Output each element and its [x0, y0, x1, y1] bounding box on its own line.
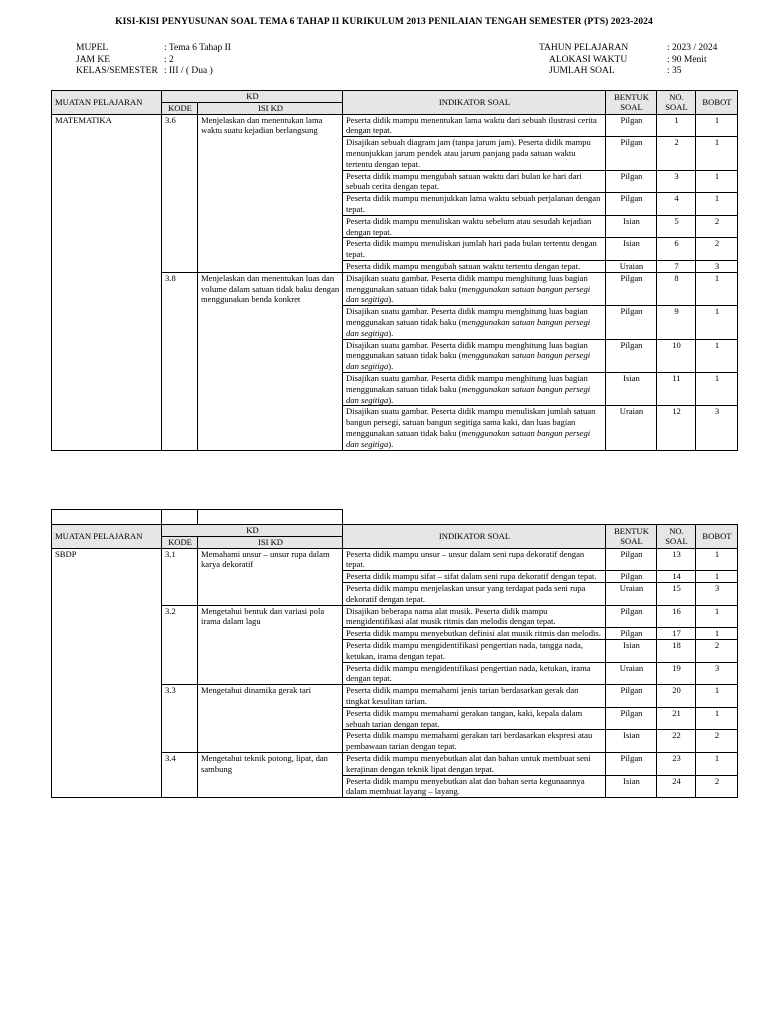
- form-cell: Pilgan: [606, 114, 657, 137]
- form-cell: Pilgan: [606, 306, 657, 339]
- number-cell: 21: [657, 707, 696, 730]
- table-row: [52, 114, 738, 137]
- indicator-text: Peserta didik mampu mengubah satuan waktu dari bulan ke hari dari sebuah cerita dengan tepat.: [346, 170, 582, 192]
- meta-left: [76, 43, 231, 78]
- form-cell: Pilgan: [606, 193, 657, 216]
- number-cell: 6: [657, 238, 696, 261]
- weight-cell: 1: [696, 306, 738, 339]
- indicator-end: ).: [388, 438, 394, 449]
- weight-cell: 1: [696, 548, 738, 571]
- indicator-cell: [343, 260, 606, 272]
- form-cell: Pilgan: [606, 272, 657, 305]
- indicator-text: Peserta didik mampu unsur – unsur dalam seni rupa dekoratif dengan tepat.: [346, 548, 585, 570]
- indicator-italic: menggunakan satuan bangun persegi dan segitiga: [346, 383, 591, 405]
- subject-cell: MATEMATIKA: [52, 114, 162, 450]
- weight-cell: 1: [696, 137, 738, 170]
- meta-value: : III / ( Dua ): [164, 66, 213, 76]
- form-cell: Uraian: [606, 406, 657, 450]
- indicator-cell: [343, 114, 606, 137]
- indicator-text: Disajikan suatu gambar. Peserta didik mampu menghitung luas bagian menggunakan satuan tidak baku (: [346, 272, 588, 294]
- indicator-cell: [343, 272, 606, 305]
- header-kode: KODE: [162, 102, 198, 114]
- kisi-table-sbdp: [51, 524, 738, 798]
- indicator-text: Peserta didik mampu menuliskan waktu sebelum atau sesudah kejadian dengan tepat.: [346, 215, 592, 237]
- number-cell: 22: [657, 730, 696, 753]
- header-no: NO. SOAL: [657, 91, 696, 115]
- form-cell: Isian: [606, 639, 657, 662]
- number-cell: 16: [657, 605, 696, 628]
- form-cell: Pilgan: [606, 707, 657, 730]
- weight-cell: 1: [696, 605, 738, 628]
- indicator-italic: menggunakan satuan bangun persegi dan segitiga: [346, 427, 591, 449]
- meta-label: KELAS/SEMESTER: [76, 66, 158, 76]
- number-cell: 14: [657, 571, 696, 583]
- weight-cell: 1: [696, 752, 738, 775]
- kd-code-cell: 3.6: [162, 114, 198, 272]
- kd-content-cell: Mengetahui teknik potong, lipat, dan sambung: [198, 752, 343, 797]
- indicator-text: Peserta didik mampu memahami gerakan tari berdasarkan ekspresi atau pembawaan tarian dengan tepat.: [346, 730, 593, 752]
- header-kode: KODE: [162, 536, 198, 548]
- document-title: KISI-KISI PENYUSUNAN SOAL TEMA 6 TAHAP II KURIKULUM 2013 PENILAIAN TENGAH SEMESTER (PTS) 2023-2024: [115, 17, 653, 27]
- header-bobot: BOBOT: [696, 525, 738, 549]
- kd-code-cell: 3.3: [162, 685, 198, 753]
- kd-content-cell: Mengetahui bentuk dan variasi pola irama dalam lagu: [198, 605, 343, 685]
- meta-label: TAHUN PELAJARAN: [539, 43, 629, 53]
- number-cell: 24: [657, 775, 696, 798]
- form-cell: Pilgan: [606, 137, 657, 170]
- form-cell: Uraian: [606, 260, 657, 272]
- number-cell: 7: [657, 260, 696, 272]
- meta-value: : 2023 / 2024: [667, 43, 718, 53]
- indicator-cell: [343, 372, 606, 405]
- form-cell: Uraian: [606, 582, 657, 605]
- weight-cell: 2: [696, 639, 738, 662]
- meta-label: ALOKASI WAKTU: [549, 54, 628, 65]
- header-muatan: MUATAN PELAJARAN: [52, 525, 162, 549]
- meta-row-tahun: [539, 43, 717, 55]
- indicator-text: Peserta didik mampu menjelaskan unsur yang terdapat pada seni rupa dekoratif dengan tepat.: [346, 582, 586, 604]
- indicator-cell: [343, 306, 606, 339]
- kd-code-cell: 3.8: [162, 272, 198, 450]
- header-row: [52, 91, 738, 103]
- indicator-cell: [343, 582, 606, 605]
- weight-cell: 2: [696, 215, 738, 238]
- header-kd: KD: [162, 91, 343, 103]
- indicator-italic: menggunakan satuan bangun persegi dan segitiga: [346, 283, 591, 305]
- indicator-cell: [343, 775, 606, 798]
- number-cell: 2: [657, 137, 696, 170]
- indicator-cell: [343, 548, 606, 571]
- indicator-cell: [343, 639, 606, 662]
- weight-cell: 3: [696, 662, 738, 685]
- kisi-table-matematika: [51, 90, 738, 451]
- form-cell: Pilgan: [606, 571, 657, 583]
- indicator-cell: [343, 238, 606, 261]
- number-cell: 23: [657, 752, 696, 775]
- kd-code-cell: 3.1: [162, 548, 198, 605]
- form-cell: Isian: [606, 215, 657, 238]
- indicator-text: Peserta didik mampu memahami jenis tarian berdasarkan gerak dan tingkat kesulitan tarian.: [346, 685, 579, 706]
- indicator-text: Peserta didik mampu menentukan lama waktu dari sebuah ilustrasi cerita dengan tepat.: [346, 114, 597, 136]
- indicator-cell: [343, 193, 606, 216]
- indicator-cell: [343, 730, 606, 753]
- indicator-cell: [343, 752, 606, 775]
- kd-content-cell: Menjelaskan dan menentukan luas dan volume dalam satuan tidak baku dengan menggunakan benda konkret: [198, 272, 343, 450]
- indicator-text: Peserta didik mampu memahami gerakan tangan, kaki, kepala dalam sebuah tarian dengan tepat.: [346, 707, 583, 729]
- indicator-text: Peserta didik mampu menuliskan jumlah hari pada bulan tertentu dengan tepat.: [346, 238, 597, 260]
- meta-row-alokasi: [539, 55, 717, 67]
- weight-cell: 1: [696, 571, 738, 583]
- kd-content-cell: Mengetahui dinamika gerak tari: [198, 685, 343, 753]
- indicator-text: Peserta didik mampu mengubah satuan waktu tertentu dengan tepat.: [346, 260, 581, 271]
- number-cell: 12: [657, 406, 696, 450]
- form-cell: Isian: [606, 238, 657, 261]
- number-cell: 5: [657, 215, 696, 238]
- form-cell: Uraian: [606, 662, 657, 685]
- indicator-text: Peserta didik mampu mengidentifikasi pengertian nada, ketukan, irama dengan tepat.: [346, 662, 591, 684]
- number-cell: 19: [657, 662, 696, 685]
- form-cell: Isian: [606, 372, 657, 405]
- weight-cell: 1: [696, 193, 738, 216]
- kd-content-cell: Menjelaskan dan menentukan lama waktu suatu kejadian berlangsung: [198, 114, 343, 272]
- weight-cell: 1: [696, 114, 738, 137]
- meta-label: JUMLAH SOAL: [549, 66, 615, 76]
- number-cell: 1: [657, 114, 696, 137]
- form-cell: Pilgan: [606, 752, 657, 775]
- form-cell: Pilgan: [606, 548, 657, 571]
- number-cell: 11: [657, 372, 696, 405]
- number-cell: 4: [657, 193, 696, 216]
- meta-row-kelas: [76, 66, 231, 78]
- weight-cell: 3: [696, 260, 738, 272]
- form-cell: Pilgan: [606, 605, 657, 628]
- meta-label: MUPEL: [76, 43, 109, 53]
- form-cell: Isian: [606, 730, 657, 753]
- stub-cell: [52, 510, 162, 525]
- number-cell: 9: [657, 306, 696, 339]
- weight-cell: 2: [696, 775, 738, 798]
- number-cell: 20: [657, 685, 696, 708]
- kd-content-cell: Memahami unsur – unsur rupa dalam karya dekoratif: [198, 548, 343, 605]
- weight-cell: 1: [696, 170, 738, 193]
- indicator-cell: [343, 707, 606, 730]
- form-cell: Pilgan: [606, 170, 657, 193]
- form-cell: Pilgan: [606, 339, 657, 372]
- meta-value: : Tema 6 Tahap II: [164, 43, 231, 53]
- number-cell: 8: [657, 272, 696, 305]
- indicator-cell: [343, 339, 606, 372]
- number-cell: 15: [657, 582, 696, 605]
- meta-value: : 2: [164, 54, 174, 65]
- weight-cell: 1: [696, 339, 738, 372]
- indicator-text: Disajikan suatu gambar. Peserta didik mampu menghitung luas bagian menggunakan satuan tidak baku (: [346, 339, 588, 361]
- form-cell: Isian: [606, 775, 657, 798]
- header-isi-kd: ISI KD: [198, 536, 343, 548]
- kd-code-cell: 3.4: [162, 752, 198, 797]
- meta-row-mupel: [76, 43, 231, 55]
- weight-cell: 3: [696, 582, 738, 605]
- indicator-cell: [343, 605, 606, 628]
- indicator-text: Peserta didik mampu menyebutkan definisi alat musik ritmis dan melodis.: [346, 628, 601, 639]
- number-cell: 13: [657, 548, 696, 571]
- indicator-text: Disajikan beberapa nama alat musik. Peserta didik mampu mengidentifikasi alat musik ritmis dan melodis dengan tepat.: [346, 605, 556, 627]
- indicator-text: Peserta didik mampu mengidentifikasi pengertian nada, tangga nada, ketukan, irama dengan tepat.: [346, 639, 583, 661]
- indicator-end: ).: [388, 294, 394, 305]
- number-cell: 3: [657, 170, 696, 193]
- number-cell: 10: [657, 339, 696, 372]
- kd-code-cell: 3.2: [162, 605, 198, 685]
- indicator-cell: [343, 406, 606, 450]
- indicator-cell: [343, 571, 606, 583]
- form-cell: Pilgan: [606, 628, 657, 640]
- indicator-text: Disajikan sebuah diagram jam (tanpa jarum jam). Peserta didik mampu menunjukkan jarum pendek atau jarum panjang pada satuan waktu tertentu dengan tepat.: [346, 137, 591, 169]
- header-bentuk: BENTUK SOAL: [606, 525, 657, 549]
- indicator-text: Disajikan suatu gambar. Peserta didik mampu menghitung luas bagian menggunakan satuan tidak baku (: [346, 372, 588, 394]
- indicator-cell: [343, 685, 606, 708]
- indicator-cell: [343, 662, 606, 685]
- indicator-cell: [343, 137, 606, 170]
- weight-cell: 3: [696, 406, 738, 450]
- header-bentuk: BENTUK SOAL: [606, 91, 657, 115]
- meta-row-jumlah: [539, 66, 717, 78]
- indicator-text: Peserta didik mampu menyebutkan alat dan bahan untuk membuat seni kerajinan dengan teknik lipat dengan tepat.: [346, 752, 591, 774]
- indicator-end: ).: [388, 394, 394, 405]
- indicator-cell: [343, 628, 606, 640]
- form-cell: Pilgan: [606, 685, 657, 708]
- weight-cell: 1: [696, 628, 738, 640]
- header-indikator: INDIKATOR SOAL: [343, 525, 606, 549]
- weight-cell: 1: [696, 707, 738, 730]
- weight-cell: 1: [696, 685, 738, 708]
- meta-value: : 90 Menit: [667, 54, 707, 65]
- stub-cell: [198, 510, 343, 525]
- indicator-cell: [343, 170, 606, 193]
- header-row: [52, 525, 738, 537]
- meta-label: JAM KE: [76, 54, 111, 65]
- meta-right: [539, 43, 717, 78]
- header-no: NO. SOAL: [657, 525, 696, 549]
- header-indikator: INDIKATOR SOAL: [343, 91, 606, 115]
- header-kd: KD: [162, 525, 343, 537]
- weight-cell: 2: [696, 238, 738, 261]
- weight-cell: 1: [696, 272, 738, 305]
- indicator-text: Peserta didik mampu menyebutkan alat dan bahan serta kegunaannya dalam membuat layang – layang.: [346, 775, 585, 797]
- meta-value: : 35: [667, 66, 682, 76]
- weight-cell: 2: [696, 730, 738, 753]
- indicator-end: ).: [388, 361, 394, 372]
- indicator-italic: menggunakan satuan bangun persegi dan segitiga: [346, 350, 591, 372]
- indicator-text: Disajikan suatu gambar. Peserta didik mampu menuliskan jumlah satuan bangun persegi, satuan bangun segitiga sama kaki, dan luas bagian menggunakan satuan tidak baku (: [346, 406, 596, 438]
- indicator-end: ).: [388, 327, 394, 338]
- stub-cell: [162, 510, 198, 525]
- table-row: [52, 548, 738, 571]
- indicator-text: Peserta didik mampu sifat – sifat dalam seni rupa dekoratif dengan tepat.: [346, 571, 597, 582]
- empty-header-stub: [51, 509, 343, 525]
- number-cell: 17: [657, 628, 696, 640]
- indicator-text: Peserta didik mampu menunjukkan lama waktu sebuah perjalanan dengan tepat.: [346, 193, 601, 214]
- meta-row-jam: [76, 55, 231, 67]
- number-cell: 18: [657, 639, 696, 662]
- header-muatan: MUATAN PELAJARAN: [52, 91, 162, 115]
- indicator-italic: menggunakan satuan bangun persegi dan segitiga: [346, 316, 591, 338]
- header-isi-kd: ISI KD: [198, 102, 343, 114]
- indicator-text: Disajikan suatu gambar. Peserta didik mampu menghitung luas bagian menggunakan satuan tidak baku (: [346, 306, 588, 327]
- subject-cell: SBDP: [52, 548, 162, 798]
- weight-cell: 1: [696, 372, 738, 405]
- header-bobot: BOBOT: [696, 91, 738, 115]
- indicator-cell: [343, 215, 606, 238]
